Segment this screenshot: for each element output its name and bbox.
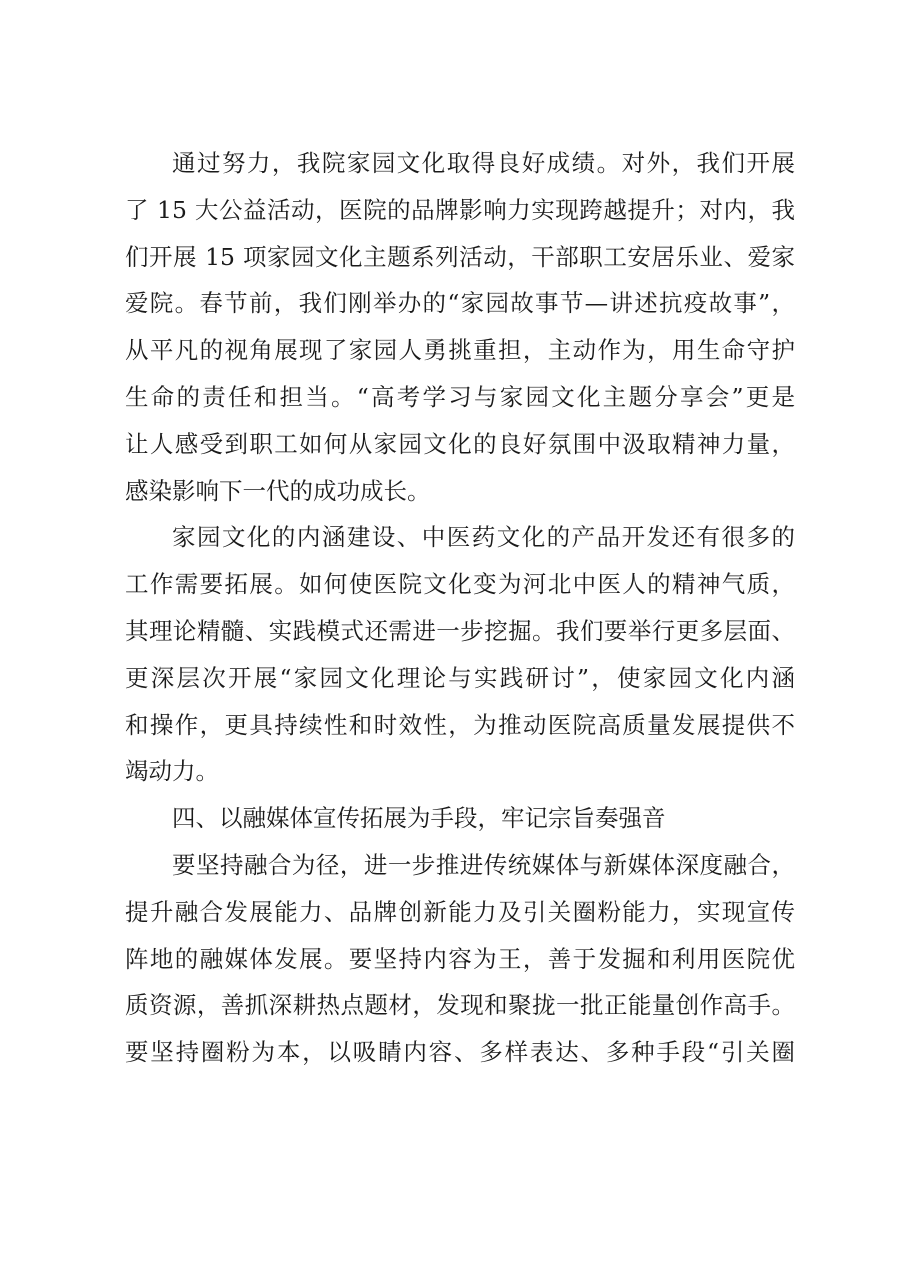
paragraph-1-line-1: 通过努力，我院家园文化取得良好成绩。对外，我们开展 bbox=[172, 149, 795, 177]
document-body bbox=[125, 140, 795, 1076]
paragraph-2-line-2: 工作需要拓展。如何使医院文化变为河北中医人的精神气质， bbox=[125, 570, 795, 599]
paragraph-1-line-5: 从平凡的视角展现了家园人勇挑重担，主动作为，用生命守护 bbox=[125, 336, 795, 365]
paragraph-1-line-8: 感染影响下一代的成功成长。 bbox=[125, 476, 431, 505]
paragraph-3-line-5: 要坚持圈粉为本，以吸睛内容、多样表达、多种手段“引关圈 bbox=[125, 1038, 795, 1067]
paragraph-2-line-5: 和操作，更具持续性和时效性，为推动医院高质量发展提供不 bbox=[125, 710, 795, 739]
paragraph-1-line-7: 让人感受到职工如何从家园文化的良好氛围中汲取精神力量， bbox=[125, 429, 795, 458]
paragraph-3-line-3: 阵地的融媒体发展。要坚持内容为王，善于发掘和利用医院优 bbox=[125, 944, 795, 973]
paragraph-3-line-2: 提升融合发展能力、品牌创新能力及引关圈粉能力，实现宣传 bbox=[125, 897, 795, 926]
paragraph-1-line-2: 了 15 大公益活动，医院的品牌影响力实现跨越提升；对内，我 bbox=[125, 195, 795, 224]
section-heading: 四、以融媒体宣传拓展为手段，牢记宗旨奏强音 bbox=[172, 804, 666, 833]
paragraph-3-line-1: 要坚持融合为径，进一步推进传统媒体与新媒体深度融合， bbox=[172, 850, 795, 879]
paragraph-1-line-6: 生命的责任和担当。“高考学习与家园文化主题分享会”更是 bbox=[125, 382, 795, 411]
paragraph-1-line-3: 们开展 15 项家园文化主题系列活动，干部职工安居乐业、爱家 bbox=[125, 242, 795, 271]
paragraph-2-line-6: 竭动力。 bbox=[125, 757, 219, 786]
paragraph-2-line-4: 更深层次开展“家园文化理论与实践研讨”，使家园文化内涵 bbox=[125, 663, 795, 692]
paragraph-1-line-4: 爱院。春节前，我们刚举办的“家园故事节—讲述抗疫故事”， bbox=[125, 289, 795, 318]
paragraph-2-line-1: 家园文化的内涵建设、中医药文化的产品开发还有很多的 bbox=[172, 523, 795, 552]
paragraph-3-line-4: 质资源，善抓深耕热点题材，发现和聚拢一批正能量创作高手。 bbox=[125, 991, 795, 1020]
paragraph-2-line-3: 其理论精髓、实践模式还需进一步挖掘。我们要举行更多层面、 bbox=[125, 616, 795, 645]
